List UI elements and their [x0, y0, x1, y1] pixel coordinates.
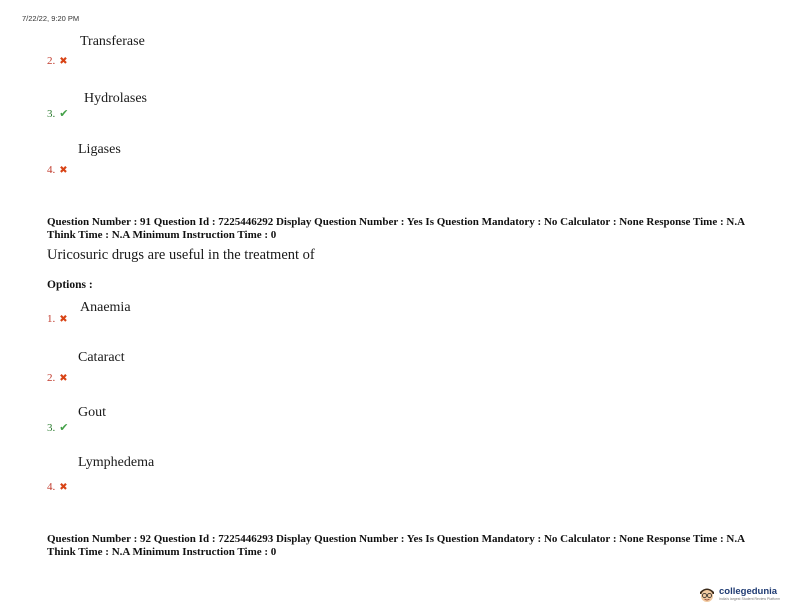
- collegedunia-logo: [698, 584, 780, 604]
- option-text: Gout: [78, 405, 106, 420]
- option-number-label: 3.: [47, 107, 56, 120]
- option-number-label: 4.: [47, 164, 56, 176]
- wrong-cross-icon: ✖: [59, 55, 68, 67]
- correct-check-icon: ✔: [59, 421, 69, 434]
- option-number-label: 2.: [47, 372, 56, 384]
- wrong-cross-icon: ✖: [59, 313, 68, 325]
- option-text: Ligases: [78, 142, 121, 157]
- option-number-label: 2.: [47, 55, 56, 67]
- option-text: Anaemia: [80, 300, 131, 315]
- option-number: [47, 55, 68, 67]
- question-meta: Question Number : 91 Question Id : 7225446292 Display Question Number : Yes Is Question Mandatory : No Calculator : None Response Time : N.A Think Time : N.A Minimum Instruction Time : 0: [47, 216, 745, 241]
- option-text: Hydrolases: [84, 91, 147, 106]
- option-number-label: 4.: [47, 481, 56, 493]
- option-number: [47, 372, 68, 384]
- wrong-cross-icon: ✖: [59, 372, 68, 384]
- option-number-label: 1.: [47, 313, 56, 325]
- option-number: [47, 107, 68, 120]
- options-label: Options :: [47, 279, 93, 291]
- logo-name: collegedunia: [719, 586, 778, 597]
- option-text: Lymphedema: [78, 455, 155, 470]
- option-number: [47, 164, 68, 176]
- option-text: Transferase: [80, 34, 145, 49]
- mascot-icon: [698, 584, 716, 604]
- option-text: Cataract: [78, 350, 125, 365]
- print-timestamp: 7/22/22, 9:20 PM: [22, 14, 80, 23]
- option-number-label: 3.: [47, 421, 56, 434]
- wrong-cross-icon: ✖: [59, 481, 68, 493]
- logo-tagline: India's largest Student Review Platform: [719, 597, 780, 601]
- option-number: [47, 421, 68, 434]
- question-meta: Question Number : 92 Question Id : 7225446293 Display Question Number : Yes Is Question Mandatory : No Calculator : None Response Time : N.A Think Time : N.A Minimum Instruction Time : 0: [47, 533, 745, 558]
- logo-wordmark: [719, 587, 780, 601]
- option-number: [47, 481, 68, 493]
- wrong-cross-icon: ✖: [59, 164, 68, 176]
- question-text: Uricosuric drugs are useful in the treatment of: [47, 247, 315, 263]
- option-number: [47, 313, 68, 325]
- correct-check-icon: ✔: [59, 107, 69, 120]
